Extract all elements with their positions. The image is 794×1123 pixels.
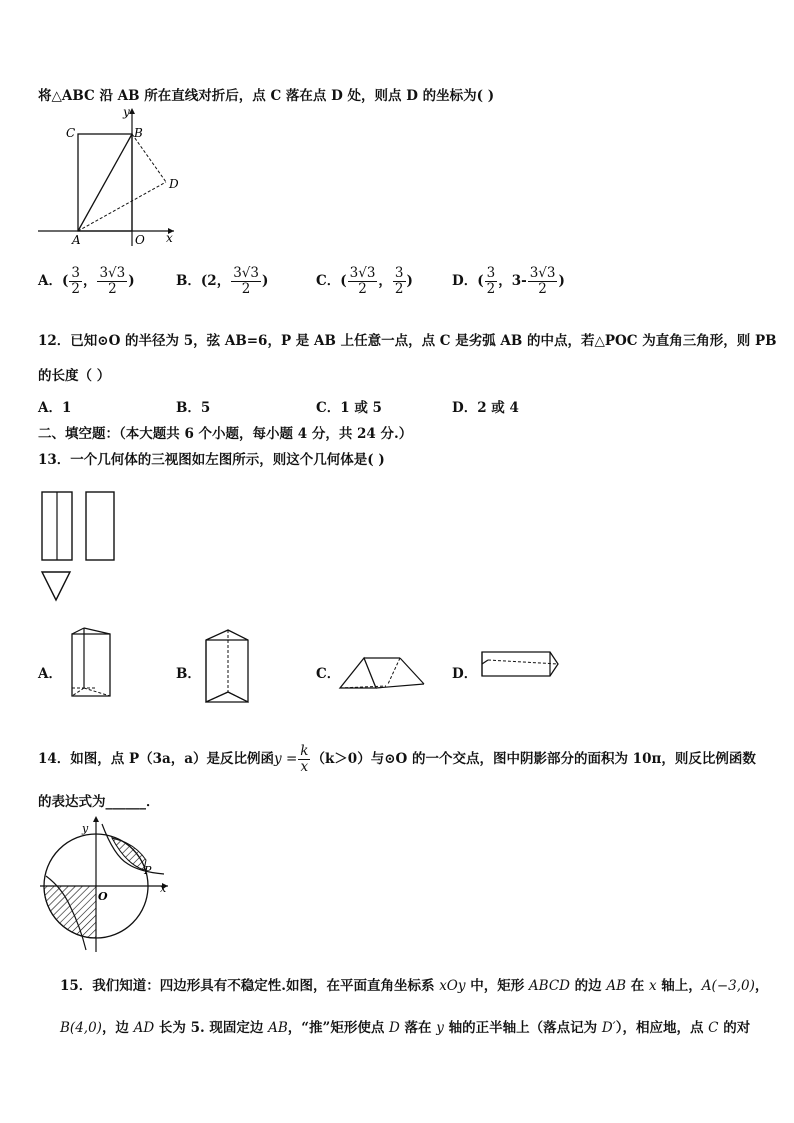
q12-option-a[interactable]: A．1 xyxy=(38,400,72,416)
q12-stem-2: 的长度（ ） xyxy=(38,368,111,384)
label-y: y xyxy=(82,822,89,835)
q11-figure xyxy=(34,104,184,254)
q13-three-views xyxy=(36,488,126,608)
label-O: O xyxy=(98,890,108,903)
q12-option-d[interactable]: D．2 或 4 xyxy=(452,400,519,416)
q14-stem-2: 的表达式为______． xyxy=(38,794,160,810)
q14-figure xyxy=(36,812,172,958)
q13-option-d[interactable]: D． xyxy=(452,666,478,682)
q12-stem: 12．已知⊙O 的半径为 5，弦 AB=6，P 是 AB 上任意一点，点 C 是劣弧 AB 的中点，若△POC 为直角三角形，则 PB xyxy=(38,333,777,349)
q11-stem: 将△ABC 沿 AB 所在直线对折后，点 C 落在点 D 处，则点 D 的坐标为( ) xyxy=(38,88,495,104)
section-2-heading: 二、填空题：（本大题共 6 个小题，每小题 4 分，共 24 分.） xyxy=(38,426,413,442)
label-x: x xyxy=(166,231,173,245)
label-B: B xyxy=(134,126,143,140)
q15-line-1: 15．我们知道：四边形具有不稳定性.如图，在平面直角坐标系 xOy 中，矩形 ABCD 的边 AB 在 x 轴上，A(−3,0)， xyxy=(60,978,769,994)
label-x: x xyxy=(160,882,167,895)
q11-option-d[interactable]: D．( $\frac{3}{2}$ ，3- $\frac{3√3}{2}$ ) xyxy=(452,265,565,297)
label-C: C xyxy=(66,126,76,140)
label-O: O xyxy=(135,233,145,247)
q11-option-b[interactable]: B．(2， $\frac{3√3}{2}$ ) xyxy=(176,265,269,297)
q13-option-a-figure[interactable] xyxy=(66,626,116,706)
q11-option-c[interactable]: C．( $\frac{3√3}{2}$ ， $\frac{3}{2}$ ) xyxy=(316,265,413,297)
q13-option-c[interactable]: C． xyxy=(316,666,341,682)
label-P: P xyxy=(144,864,152,877)
label-A: A xyxy=(72,233,81,247)
q13-option-b-figure[interactable] xyxy=(202,626,252,708)
label-D: D xyxy=(169,177,179,191)
q15-line-2: B(4,0)，边 AD 长为 5. 现固定边 AB，“推”矩形使点 D 落在 y 轴的正半轴上（落点记为 D′），相应地，点 C 的对 xyxy=(60,1020,751,1036)
q13-option-d-figure[interactable] xyxy=(478,648,562,684)
q13-stem: 13．一个几何体的三视图如左图所示，则这个几何体是( ) xyxy=(38,452,385,468)
q14-stem: 14．如图，点 P（3a，a）是反比例函y = $\frac{k}{x}$ （k＞0）与⊙O 的一个交点，图中阴影部分的面积为 10π，则反比例函数 xyxy=(38,743,756,775)
q13-option-c-figure[interactable] xyxy=(336,650,428,694)
q12-option-c[interactable]: C．1 或 5 xyxy=(316,400,382,416)
q12-option-b[interactable]: B．5 xyxy=(176,400,211,416)
q11-option-a[interactable]: A．( $\frac{3}{2}$ ， $\frac{3√3}{2}$ ) xyxy=(38,265,135,297)
q13-option-a[interactable]: A． xyxy=(38,666,62,682)
q13-option-b[interactable]: B． xyxy=(176,666,201,682)
label-y: y xyxy=(123,105,130,119)
